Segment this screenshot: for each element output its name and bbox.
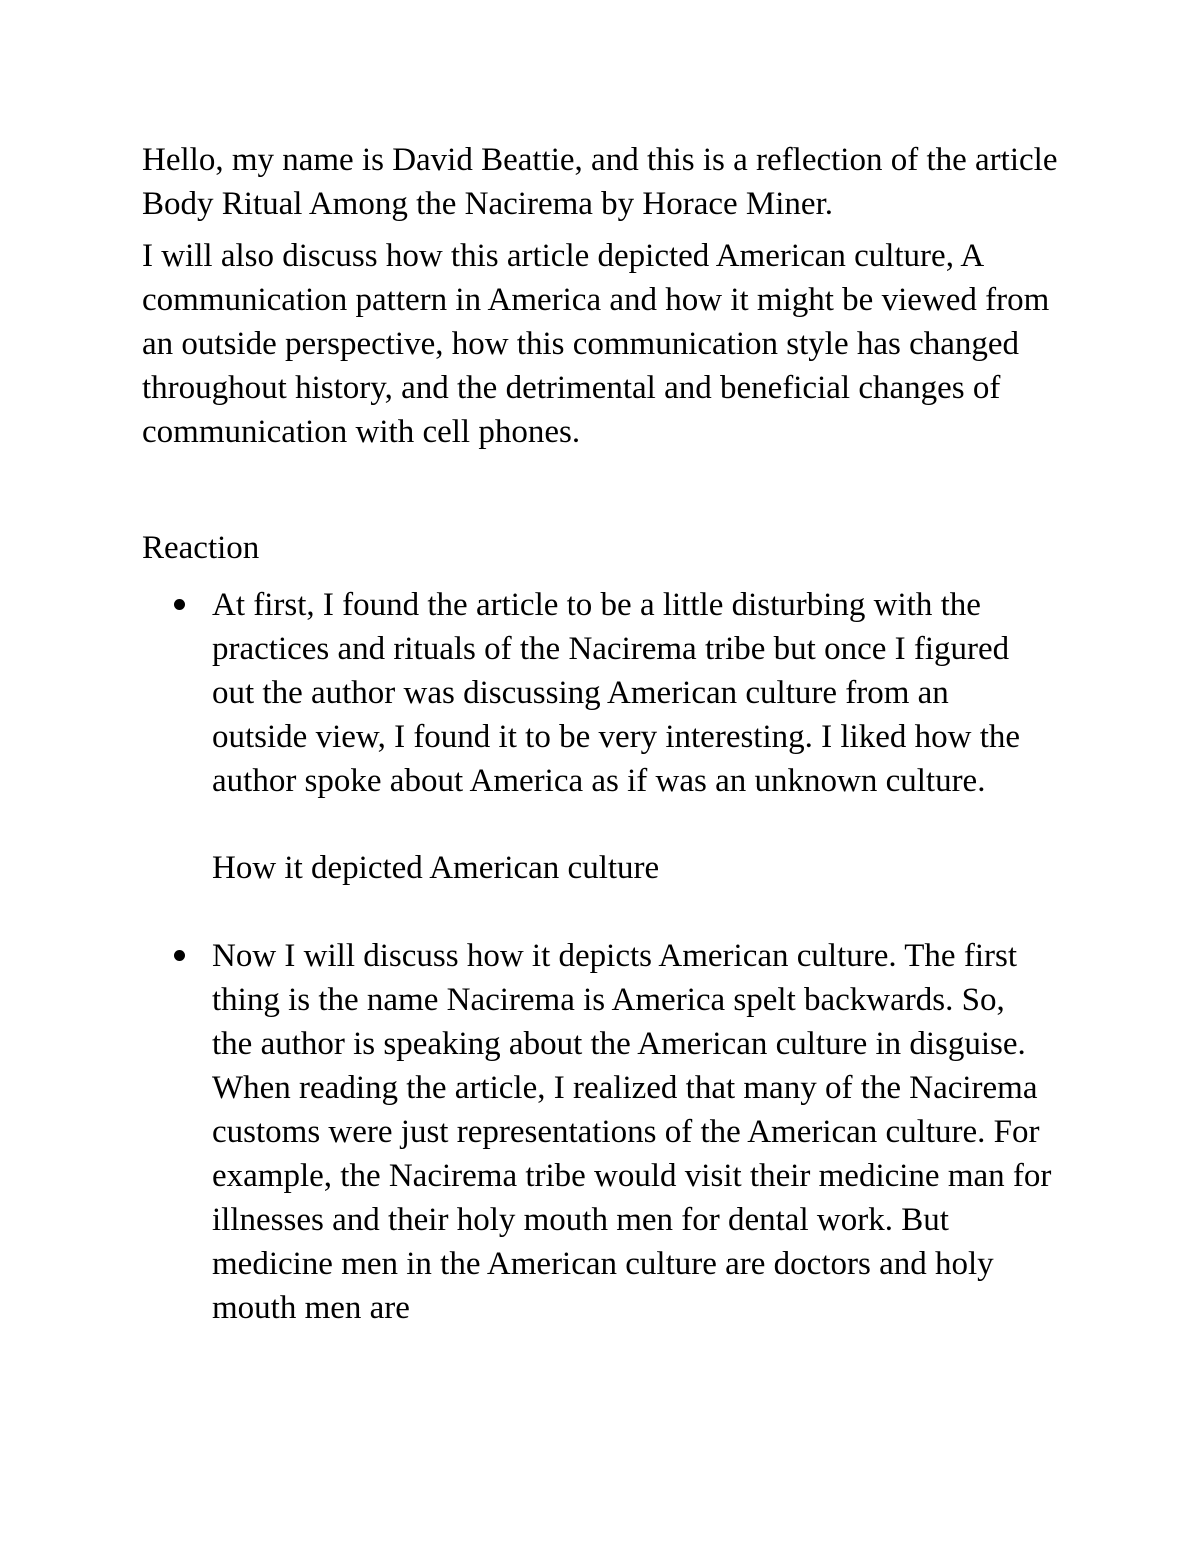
intro-paragraph: Hello, my name is David Beattie, and this is a reflection of the article Body Ritual Among the Nacirema by Horace Miner. — [142, 142, 1058, 222]
list-item — [142, 583, 1052, 803]
list-item-text: At first, I found the article to be a little disturbing with the practices and rituals of the Nacirema tribe but once I figured out the author was discussing American culture from an outside view, I found it to be very interesting. I liked how the author spoke about America as if was an unknown culture. — [212, 587, 1021, 799]
intro-paragraph: I will also discuss how this article depicted American culture, A communication pattern in America and how it might be viewed from an outside perspective, how this communication style has changed throughout history, and the detrimental and beneficial changes of communication with cell phones. — [142, 238, 1050, 450]
bullet-icon — [174, 599, 185, 610]
document-body — [142, 138, 1062, 1330]
list-item — [142, 934, 1052, 1330]
bullet-icon — [174, 950, 185, 961]
section-heading-depiction: How it depicted American culture — [212, 850, 660, 886]
section-heading-reaction: Reaction — [142, 530, 260, 566]
reaction-bullet-list — [142, 583, 1062, 803]
depiction-bullet-list — [142, 934, 1062, 1330]
list-item-text: Now I will discuss how it depicts American culture. The first thing is the name Nacirema is America spelt backwards. So, the author is speaking about the American culture in disguise. When reading the article, I realized that many of the Nacirema customs were just representations of the American culture. For example, the Nacirema tribe would visit their medicine man for illnesses and their holy mouth men for dental work. But medicine men in the American culture are doctors and holy mouth men are — [212, 938, 1052, 1326]
